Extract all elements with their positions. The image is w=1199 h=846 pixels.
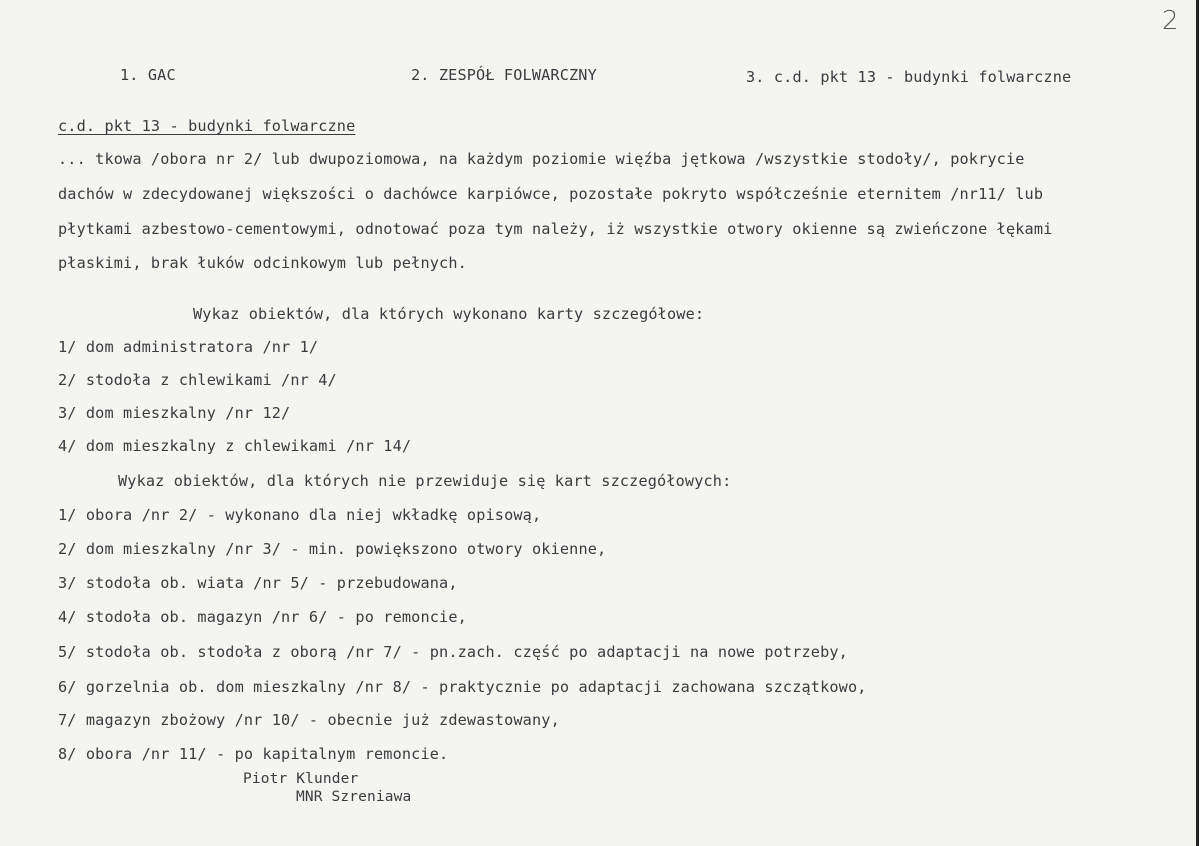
list-item: 1/ dom administratora /nr 1/	[58, 338, 319, 356]
list-item: 8/ obora /nr 11/ - po kapitalnym remoncie.	[58, 745, 449, 763]
page-number: 2	[1162, 6, 1179, 36]
list-item: 5/ stodoła ob. stodoła z oborą /nr 7/ - pn.zach. część po adaptacji na nowe potrzeby,	[58, 643, 848, 661]
section-heading: c.d. pkt 13 - budynki folwarczne	[58, 117, 356, 135]
list-item: 2/ stodoła z chlewikami /nr 4/	[58, 371, 337, 389]
list2-heading: Wykaz obiektów, dla których nie przewiduje się kart szczegółowych:	[118, 472, 732, 490]
header-col-1: 1. GAC	[120, 66, 176, 84]
paragraph-line: dachów w zdecydowanej większości o dachówce karpiówce, pozostałe pokryto współcześnie eternitem /nr11/ lub	[58, 185, 1044, 203]
list-item: 1/ obora /nr 2/ - wykonano dla niej wkładkę opisową,	[58, 506, 542, 524]
header-col-2: 2. ZESPÓŁ FOLWARCZNY	[411, 66, 597, 84]
list1-heading: Wykaz obiektów, dla których wykonano karty szczegółowe:	[193, 305, 705, 323]
list-item: 2/ dom mieszkalny /nr 3/ - min. powiększono otwory okienne,	[58, 540, 607, 558]
signature-name: Piotr Klunder	[243, 771, 359, 787]
paragraph-line: ... tkowa /obora nr 2/ lub dwupoziomowa, na każdym poziomie więźba jętkowa /wszystkie stodoły/, pokrycie	[58, 150, 1025, 168]
list-item: 6/ gorzelnia ob. dom mieszkalny /nr 8/ - praktycznie po adaptacji zachowana szczątkowo,	[58, 678, 867, 696]
list-item: 3/ stodoła ob. wiata /nr 5/ - przebudowana,	[58, 574, 458, 592]
list-item: 4/ dom mieszkalny z chlewikami /nr 14/	[58, 437, 412, 455]
list-item: 7/ magazyn zbożowy /nr 10/ - obecnie już zdewastowany,	[58, 711, 560, 729]
paragraph-line: płaskimi, brak łuków odcinkowym lub pełnych.	[58, 254, 467, 272]
signature-institution: MNR Szreniawa	[296, 789, 412, 805]
header-col-3: 3. c.d. pkt 13 - budynki folwarczne	[746, 68, 1072, 86]
list-item: 4/ stodoła ob. magazyn /nr 6/ - po remoncie,	[58, 608, 467, 626]
paragraph-line: płytkami azbestowo-cementowymi, odnotować poza tym należy, iż wszystkie otwory okienne są zwieńczone łękami	[58, 220, 1053, 238]
list-item: 3/ dom mieszkalny /nr 12/	[58, 404, 291, 422]
